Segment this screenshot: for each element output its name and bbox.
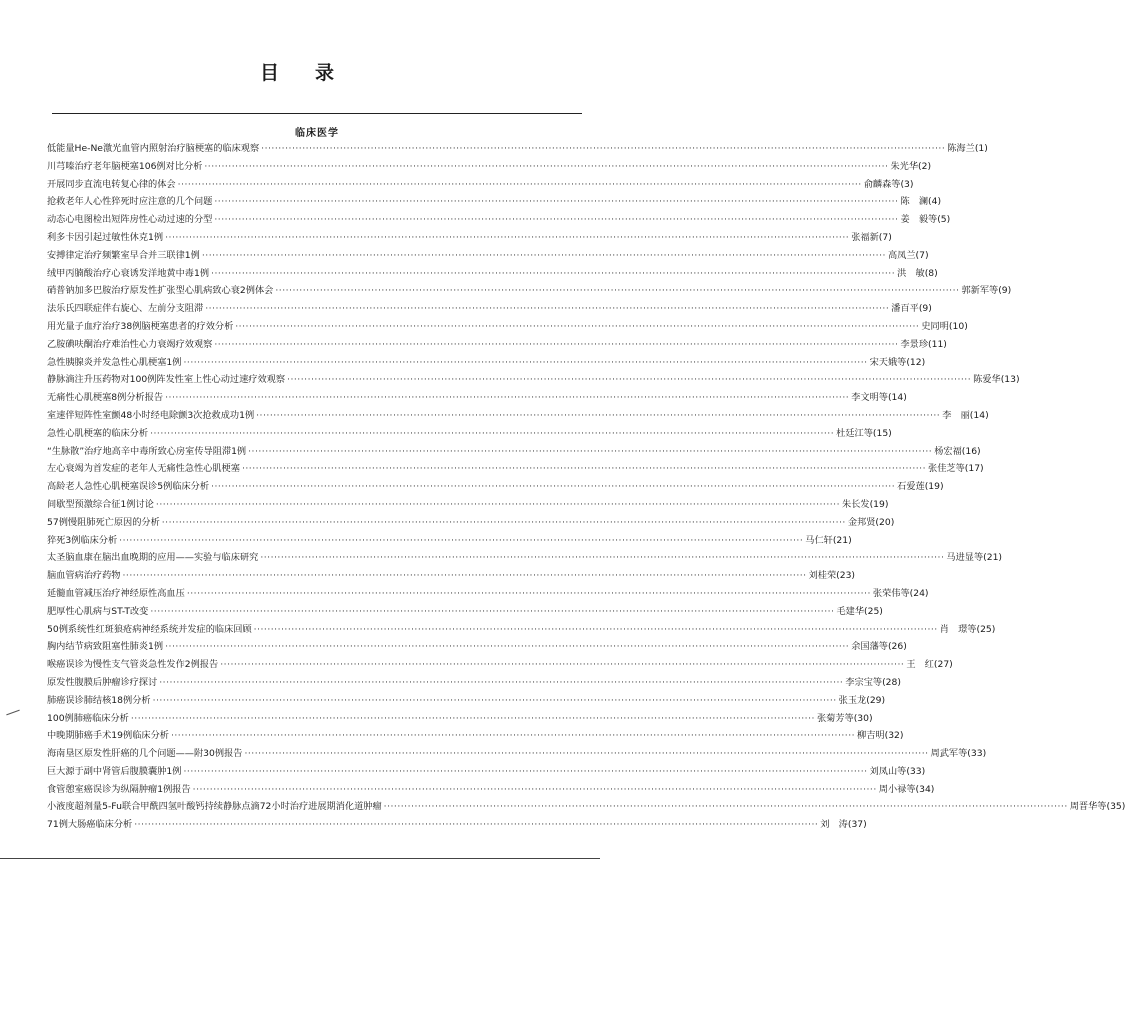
toc-entry[interactable] bbox=[47, 727, 904, 745]
toc-leader-dots: ········································································································································································································ bbox=[211, 267, 896, 279]
toc-entry[interactable] bbox=[47, 478, 944, 496]
toc-entry-page: (33) bbox=[906, 765, 926, 777]
toc-leader-dots: ········································································································································································································ bbox=[244, 748, 929, 760]
toc-entry-title: 乙胺碘呋酮治疗难治性心力衰竭疗效观察 bbox=[47, 338, 213, 350]
toc-entry[interactable] bbox=[47, 621, 996, 639]
toc-entry-author: 朱长发 bbox=[842, 498, 870, 510]
toc-entry[interactable] bbox=[47, 371, 1020, 389]
toc-entry-page: (34) bbox=[915, 783, 935, 795]
toc-entry-page: (16) bbox=[961, 445, 981, 457]
toc-leader-dots: ········································································································································································································ bbox=[248, 445, 933, 457]
toc-entry[interactable] bbox=[47, 211, 951, 229]
toc-entry-author: 陈 澜 bbox=[900, 196, 929, 208]
toc-leader-dots: ········································································································································································································ bbox=[253, 623, 938, 635]
toc-entry-title: 57例慢阻肺死亡原因的分析 bbox=[47, 516, 160, 528]
toc-leader-dots: ········································································································································································································ bbox=[220, 659, 905, 671]
toc-leader-dots: ········································································································································································································ bbox=[165, 392, 850, 404]
toc-entry[interactable] bbox=[47, 674, 901, 692]
toc-entry[interactable] bbox=[47, 496, 889, 514]
toc-entry[interactable] bbox=[47, 656, 953, 674]
top-divider bbox=[52, 113, 582, 114]
toc-entry-page: (9) bbox=[998, 285, 1012, 297]
toc-entry-author: 刘凤山等 bbox=[869, 765, 907, 777]
toc-entry-page: (3) bbox=[900, 178, 914, 190]
toc-entry-page: (30) bbox=[853, 712, 873, 724]
toc-entry-page: (28) bbox=[882, 676, 901, 688]
toc-entry-author: 周晋华等 bbox=[1069, 801, 1107, 813]
toc-entry-title: 间歇型预激综合征1例讨论 bbox=[47, 498, 154, 510]
toc-entry-title: 动态心电图检出短阵房性心动过速的分型 bbox=[47, 214, 213, 226]
toc-leader-dots: ········································································································································································································ bbox=[170, 730, 856, 742]
toc-entry-author: 刘 涛 bbox=[820, 819, 848, 831]
toc-entry-page: (14) bbox=[887, 392, 907, 404]
toc-leader-dots: ········································································································································································································ bbox=[383, 801, 1068, 813]
toc-entry-page: (15) bbox=[872, 427, 892, 439]
toc-entry-page: (20) bbox=[875, 516, 895, 528]
toc-entry-author: 陈海兰 bbox=[947, 143, 975, 154]
toc-leader-dots: ········································································································································································································ bbox=[159, 676, 844, 688]
toc-entry[interactable] bbox=[47, 514, 895, 532]
toc-entry[interactable] bbox=[47, 798, 1125, 816]
toc-entry-author: 石爱莲 bbox=[897, 481, 925, 493]
toc-entry-author: 李宗宝等 bbox=[845, 676, 883, 688]
toc-entry-author: 宋天娥等 bbox=[869, 356, 907, 368]
toc-entry-title: 50例系统性红斑狼疮病神经系统并发症的临床回顾 bbox=[47, 623, 252, 635]
toc-leader-dots: ········································································································································································································ bbox=[261, 143, 946, 154]
section-heading: 临床医学 bbox=[295, 128, 339, 139]
toc-list bbox=[47, 140, 1125, 834]
toc-entry-author: 高凤兰 bbox=[887, 249, 916, 261]
toc-entry[interactable] bbox=[47, 585, 929, 603]
toc-entry-author: 张菊芳等 bbox=[816, 712, 854, 724]
toc-leader-dots: ········································································································································································································ bbox=[205, 303, 890, 315]
toc-leader-dots: ········································································································································································································ bbox=[150, 427, 835, 439]
toc-leader-dots: ········································································································································································································ bbox=[165, 231, 850, 243]
toc-leader-dots: ········································································································································································································ bbox=[260, 552, 945, 564]
toc-entry-title: 中晚期肺癌手术19例临床分析 bbox=[47, 730, 169, 742]
toc-entry-page: (29) bbox=[866, 694, 886, 706]
toc-leader-dots: ········································································································································································································ bbox=[119, 534, 804, 546]
toc-entry-page: (26) bbox=[887, 641, 907, 653]
toc-entry-author: 马进显等 bbox=[946, 552, 984, 564]
toc-entry[interactable] bbox=[47, 638, 907, 656]
toc-entry-title: 小液度超剂量5-Fu联合甲酰四氢叶酸钙持续静脉点滴72小时治疗进展期消化道肿瘤 bbox=[47, 801, 382, 813]
toc-entry-author: 张福新 bbox=[851, 231, 879, 243]
toc-entry[interactable] bbox=[47, 763, 926, 781]
toc-entry[interactable] bbox=[47, 140, 988, 158]
toc-entry-author: 俞麟森等 bbox=[863, 178, 901, 190]
toc-entry-title: “生脉散”治疗地高辛中毒所致心房室传导阻滞1例 bbox=[47, 445, 247, 457]
toc-entry-page: (2) bbox=[918, 160, 932, 172]
toc-entry[interactable] bbox=[47, 692, 886, 710]
toc-entry[interactable] bbox=[47, 407, 989, 425]
toc-entry-author: 潘百平 bbox=[891, 303, 919, 315]
toc-leader-dots: ········································································································································································································ bbox=[183, 765, 868, 777]
toc-entry-title: 肺癌误诊肺结核18例分析 bbox=[47, 694, 151, 706]
toc-entry-author: 周武军等 bbox=[930, 748, 968, 760]
toc-entry-title: 川芎嗪治疗老年脑梗塞106例对比分析 bbox=[47, 160, 203, 172]
toc-entry-author: 金邦贤 bbox=[847, 516, 876, 528]
toc-entry[interactable] bbox=[47, 460, 984, 478]
toc-entry-author: 毛建华 bbox=[836, 605, 865, 617]
toc-entry-author: 洪 敏 bbox=[897, 267, 925, 279]
toc-entry-author: 李 丽 bbox=[942, 409, 970, 421]
toc-entry-title: 法乐氏四联症伴右旋心、左前分支阻滞 bbox=[47, 303, 204, 315]
toc-entry-title: 延髓血管减压治疗神经原性高血压 bbox=[47, 587, 185, 599]
toc-entry-author: 李景珍 bbox=[900, 338, 929, 350]
toc-entry-page: (8) bbox=[924, 267, 938, 279]
toc-entry-page: (9) bbox=[918, 303, 932, 315]
toc-entry-title: 原发性腹膜后肿瘤诊疗探讨 bbox=[47, 676, 158, 688]
toc-entry-title: 抢救老年人心性猝死时应注意的几个问题 bbox=[47, 196, 213, 208]
toc-entry-page: (24) bbox=[909, 587, 929, 599]
toc-leader-dots: ········································································································································································································ bbox=[130, 712, 815, 724]
toc-entry-page: (7) bbox=[878, 231, 892, 243]
toc-leader-dots: ········································································································································································································ bbox=[177, 178, 862, 190]
toc-leader-dots: ········································································································································································································ bbox=[122, 570, 807, 582]
toc-entry-page: (13) bbox=[1000, 374, 1020, 386]
toc-entry-title: 无痛性心肌梗塞8例分析报告 bbox=[47, 392, 164, 404]
toc-entry-author: 朱光华 bbox=[890, 160, 919, 172]
toc-leader-dots: ········································································································································································································ bbox=[275, 285, 960, 297]
toc-leader-dots: ········································································································································································································ bbox=[152, 694, 837, 706]
toc-entry-author: 陈爱华 bbox=[973, 374, 1001, 386]
toc-leader-dots: ········································································································································································································ bbox=[211, 481, 896, 493]
toc-entry-author: 史同明 bbox=[921, 320, 949, 332]
toc-entry-page: (33) bbox=[967, 748, 987, 760]
toc-entry[interactable] bbox=[47, 247, 929, 265]
toc-entry-page: (21) bbox=[983, 552, 1003, 564]
toc-entry-title: 海南垦区原发性肝癌的几个问题——附30例报告 bbox=[47, 748, 243, 760]
toc-entry-author: 杨宏福 bbox=[934, 445, 962, 457]
toc-entry[interactable] bbox=[47, 300, 932, 318]
toc-leader-dots: ········································································································································································································ bbox=[201, 249, 886, 261]
toc-entry-title: 巨大源于副中肾管后腹膜囊肿1例 bbox=[47, 765, 182, 777]
toc-entry-author: 姜 毅等 bbox=[900, 214, 938, 226]
toc-entry-page: (17) bbox=[964, 463, 984, 475]
toc-leader-dots: ········································································································································································································ bbox=[134, 819, 819, 831]
toc-entry-author: 张玉龙 bbox=[838, 694, 867, 706]
toc-entry-title: 左心衰竭为首发症的老年人无痛性急性心肌梗塞 bbox=[47, 463, 240, 475]
toc-leader-dots: ········································································································································································································ bbox=[241, 463, 927, 475]
toc-leader-dots: ········································································································································································································ bbox=[256, 409, 941, 421]
toc-entry-title: 胸内结节病致阻塞性肺炎1例 bbox=[47, 641, 164, 653]
toc-leader-dots: ········································································································································································································ bbox=[155, 498, 841, 510]
toc-entry-page: (11) bbox=[928, 338, 947, 350]
toc-entry-page: (1) bbox=[974, 143, 988, 154]
toc-entry[interactable] bbox=[47, 425, 892, 443]
toc-entry-title: 脑血管病治疗药物 bbox=[47, 570, 121, 582]
toc-entry-page: (27) bbox=[933, 659, 953, 671]
toc-entry-title: 急性胰腺炎并发急性心肌梗塞1例 bbox=[47, 356, 182, 368]
toc-entry[interactable] bbox=[47, 389, 907, 407]
toc-entry-title: 低能量He-Ne激光血管内照射治疗脑梗塞的临床观察 bbox=[47, 143, 260, 154]
toc-entry-title: 安搏律定治疗频繁室早合并三联律1例 bbox=[47, 249, 200, 261]
toc-leader-dots: ········································································································································································································ bbox=[214, 338, 899, 350]
toc-entry-page: (37) bbox=[847, 819, 867, 831]
toc-entry-author: 张佳芝等 bbox=[928, 463, 965, 475]
toc-entry-title: 开展同步直流电转复心律的体会 bbox=[47, 178, 176, 190]
toc-entry-title: 100例肺癌临床分析 bbox=[47, 712, 129, 724]
toc-leader-dots: ········································································································································································································ bbox=[287, 374, 972, 386]
toc-leader-dots: ········································································································································································································ bbox=[186, 587, 871, 599]
toc-entry[interactable] bbox=[47, 549, 1003, 567]
toc-entry-title: 高龄老人急性心肌梗塞误诊5例临床分析 bbox=[47, 481, 210, 493]
toc-entry[interactable] bbox=[47, 603, 883, 621]
toc-entry-page: (12) bbox=[906, 356, 926, 368]
toc-entry[interactable] bbox=[47, 158, 932, 176]
toc-entry-page: (14) bbox=[969, 409, 989, 421]
toc-entry-title: 室速伴短阵性室颤48小时经电除颤3次抢救成功1例 bbox=[47, 409, 255, 421]
bottom-divider bbox=[0, 858, 600, 859]
toc-leader-dots: ········································································································································································································ bbox=[161, 516, 846, 528]
toc-entry[interactable] bbox=[47, 265, 938, 283]
toc-entry-page: (25) bbox=[864, 605, 883, 617]
toc-entry-author: 杜廷江等 bbox=[836, 427, 873, 439]
toc-entry-title: 71例大肠癌临床分析 bbox=[47, 819, 133, 831]
toc-entry-page: (23) bbox=[836, 570, 856, 582]
toc-entry-page: (35) bbox=[1106, 801, 1125, 813]
toc-entry-title: 绒甲丙腩酸治疗心衰诱发洋地黄中毒1例 bbox=[47, 267, 210, 279]
toc-entry-author: 张荣伟等 bbox=[872, 587, 910, 599]
toc-entry-page: (25) bbox=[976, 623, 996, 635]
toc-entry-title: 猝死3例临床分析 bbox=[47, 534, 118, 546]
toc-entry-author: 王 红 bbox=[906, 659, 934, 671]
toc-entry-page: (4) bbox=[928, 196, 942, 208]
toc-entry-title: 利多卡因引起过敏性休克1例 bbox=[47, 231, 164, 243]
toc-leader-dots: ········································································································································································································ bbox=[150, 605, 835, 617]
page-title: 目录 bbox=[259, 62, 370, 84]
toc-entry-title: 喉癌误诊为慢性支气管炎急性发作2例报告 bbox=[47, 659, 219, 671]
toc-entry[interactable] bbox=[47, 318, 968, 336]
toc-entry[interactable] bbox=[47, 532, 852, 550]
toc-entry-author: 李文明等 bbox=[851, 392, 888, 404]
toc-entry-author: 肖 璟等 bbox=[939, 623, 977, 635]
toc-entry-title: 硝普钠加多巴胺治疗原发性扩张型心肌病致心衰2例体会 bbox=[47, 285, 274, 297]
toc-entry-author: 刘桂荣 bbox=[808, 570, 837, 582]
toc-entry-page: (7) bbox=[915, 249, 929, 261]
toc-entry-title: 用光量子血疗治疗38例脑梗塞患者的疗效分析 bbox=[47, 320, 234, 332]
toc-entry[interactable] bbox=[47, 354, 926, 372]
toc-leader-dots: ········································································································································································································ bbox=[165, 641, 850, 653]
toc-entry-page: (32) bbox=[884, 730, 904, 742]
toc-entry-author: 马仁轩 bbox=[805, 534, 833, 546]
toc-entry-title: 食管憩室癌误诊为纵隔肿瘤1例报告 bbox=[47, 783, 191, 795]
toc-leader-dots: ········································································································································································································ bbox=[235, 320, 920, 332]
toc-entry-title: 太圣脑血康在脑出血晚期的应用——实验与临床研究 bbox=[47, 552, 259, 564]
toc-entry[interactable] bbox=[47, 781, 935, 799]
toc-entry-page: (21) bbox=[832, 534, 852, 546]
toc-entry-author: 郭新军等 bbox=[961, 285, 999, 297]
toc-entry[interactable] bbox=[47, 745, 987, 763]
toc-leader-dots: ········································································································································································································ bbox=[183, 356, 868, 368]
toc-entry[interactable] bbox=[47, 816, 867, 834]
toc-entry-author: 余国藩等 bbox=[851, 641, 888, 653]
toc-entry-page: (19) bbox=[924, 481, 944, 493]
toc-entry[interactable] bbox=[47, 567, 856, 585]
toc-entry-page: (5) bbox=[937, 214, 951, 226]
toc-entry[interactable] bbox=[47, 443, 981, 461]
toc-entry[interactable] bbox=[47, 336, 947, 354]
toc-leader-dots: ········································································································································································································ bbox=[214, 196, 899, 208]
toc-entry[interactable] bbox=[47, 282, 1012, 300]
toc-entry[interactable] bbox=[47, 176, 914, 194]
toc-leader-dots: ········································································································································································································ bbox=[192, 783, 877, 795]
toc-entry-title: 静脉滴注升压药物对100例阵发性室上性心动过速疗效观察 bbox=[47, 374, 286, 386]
scan-artifact bbox=[6, 710, 19, 716]
toc-entry-title: 肥厚性心肌病与ST-T改变 bbox=[47, 605, 149, 617]
toc-entry-author: 周小禄等 bbox=[878, 783, 916, 795]
toc-entry-title: 急性心肌梗塞的临床分析 bbox=[47, 427, 149, 439]
toc-entry[interactable] bbox=[47, 710, 873, 728]
toc-entry-page: (10) bbox=[948, 320, 968, 332]
toc-entry-author: 柳吉明 bbox=[857, 730, 885, 742]
toc-leader-dots: ········································································································································································································ bbox=[204, 160, 889, 172]
toc-leader-dots: ········································································································································································································ bbox=[214, 214, 899, 226]
toc-entry-page: (19) bbox=[869, 498, 889, 510]
toc-entry[interactable] bbox=[47, 229, 892, 247]
toc-entry[interactable] bbox=[47, 193, 942, 211]
